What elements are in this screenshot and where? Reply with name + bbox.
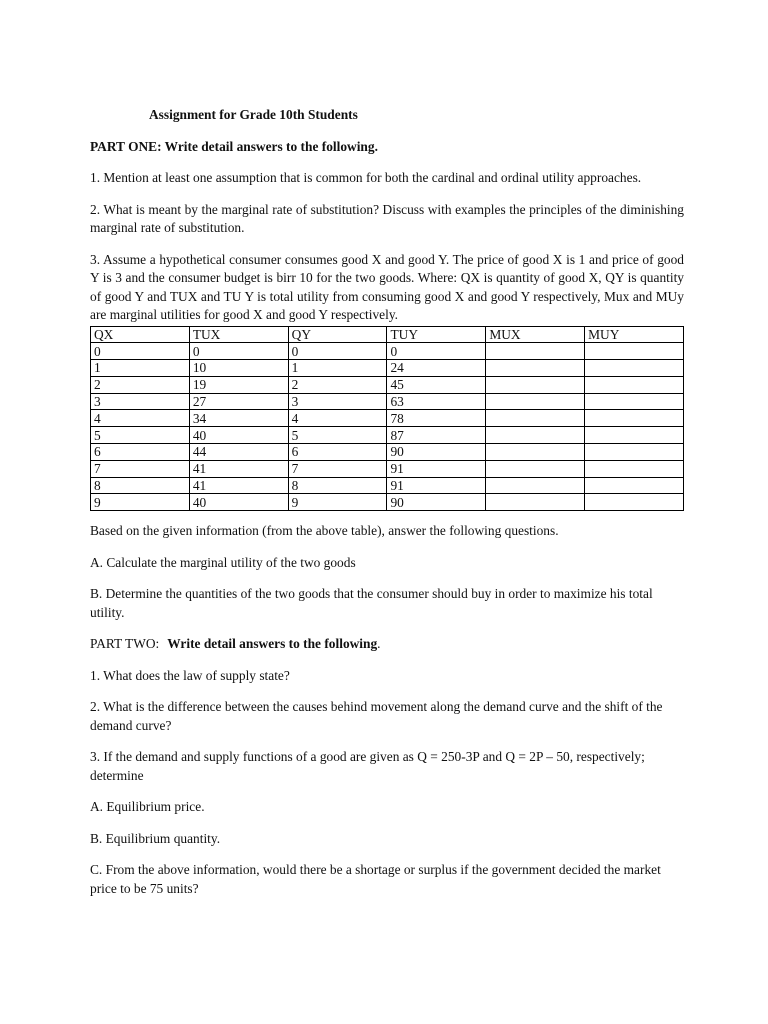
table-cell xyxy=(585,376,684,393)
table-header-cell: MUY xyxy=(585,326,684,343)
part-two-question-c: C. From the above information, would there be a shortage or surplus if the government decided the market price to be 75 units? xyxy=(90,862,661,896)
part-one-question-3: 3. Assume a hypothetical consumer consumes good X and good Y. The price of good X is 1 and price of good Y is 3 and the consumer budget is birr 10 for the two goods. Where: QX is quantity of good X, QY is quantity of good Y and TUX and TU Y is total utility from consuming good X and good Y respectively, Mux and MUy are marginal utilities for good X and good Y respectively. xyxy=(90,251,684,322)
table-cell: 1 xyxy=(288,360,387,377)
table-header-cell: TUX xyxy=(189,326,288,343)
table-row xyxy=(91,444,684,461)
table-cell: 5 xyxy=(288,427,387,444)
document-content xyxy=(90,100,684,898)
table-cell: 6 xyxy=(288,444,387,461)
part-two-question-b: B. Equilibrium quantity. xyxy=(90,830,221,846)
document-title: Assignment for Grade 10th Students xyxy=(149,107,358,122)
part-one-question-a: A. Calculate the marginal utility of the two goods xyxy=(90,554,356,570)
table-cell xyxy=(585,410,684,427)
table-cell: 6 xyxy=(91,444,190,461)
table-cell: 0 xyxy=(189,343,288,360)
table-cell: 9 xyxy=(288,494,387,511)
table-cell: 3 xyxy=(288,393,387,410)
table-cell xyxy=(585,360,684,377)
table-cell xyxy=(585,444,684,461)
part-two-heading xyxy=(90,635,684,654)
table-cell xyxy=(486,360,585,377)
table-cell: 1 xyxy=(91,360,190,377)
table-cell: 78 xyxy=(387,410,486,427)
part-two-question-1: 1. What does the law of supply state? xyxy=(90,667,290,683)
table-header-cell: QX xyxy=(91,326,190,343)
table-cell: 40 xyxy=(189,427,288,444)
table-cell xyxy=(585,343,684,360)
table-row xyxy=(91,343,684,360)
table-cell xyxy=(486,343,585,360)
table-cell xyxy=(585,460,684,477)
table-cell: 8 xyxy=(91,477,190,494)
table-cell xyxy=(486,410,585,427)
table-cell: 0 xyxy=(91,343,190,360)
part-one-question-1: 1. Mention at least one assumption that is common for both the cardinal and ordinal utility approaches. xyxy=(90,170,642,185)
table-row xyxy=(91,410,684,427)
table-header-cell: TUY xyxy=(387,326,486,343)
table-cell: 40 xyxy=(189,494,288,511)
table-cell: 90 xyxy=(387,494,486,511)
table-cell xyxy=(486,477,585,494)
table-cell xyxy=(486,376,585,393)
table-cell: 24 xyxy=(387,360,486,377)
table-cell xyxy=(585,477,684,494)
table-cell xyxy=(585,494,684,511)
table-cell: 5 xyxy=(91,427,190,444)
table-cell xyxy=(486,427,585,444)
table-cell: 41 xyxy=(189,460,288,477)
table-cell: 4 xyxy=(288,410,387,427)
table-cell xyxy=(486,494,585,511)
part-one-heading: PART ONE: Write detail answers to the following. xyxy=(90,138,378,154)
table-cell: 63 xyxy=(387,393,486,410)
table-cell: 90 xyxy=(387,444,486,461)
part-two-question-a: A. Equilibrium price. xyxy=(90,799,205,815)
table-cell xyxy=(585,427,684,444)
part-two-question-3: 3. If the demand and supply functions of a good are given as Q = 250-3P and Q = 2P – 50, respectively; determine xyxy=(90,749,645,783)
table-cell: 0 xyxy=(387,343,486,360)
part-one-question-2: 2. What is meant by the marginal rate of substitution? Discuss with examples the principles of the diminishing marginal rate of substitution. xyxy=(90,201,684,235)
part-two-label: PART TWO: xyxy=(90,636,160,652)
table-cell: 7 xyxy=(91,460,190,477)
table-cell xyxy=(486,444,585,461)
table-row xyxy=(91,460,684,477)
table-cell: 41 xyxy=(189,477,288,494)
table-row xyxy=(91,393,684,410)
table-cell: 91 xyxy=(387,460,486,477)
table-cell: 10 xyxy=(189,360,288,377)
table-cell: 0 xyxy=(288,343,387,360)
table-cell: 9 xyxy=(91,494,190,511)
part-two-heading-end: . xyxy=(377,636,381,652)
table-cell: 4 xyxy=(91,410,190,427)
table-cell xyxy=(486,393,585,410)
table-cell: 87 xyxy=(387,427,486,444)
table-row xyxy=(91,376,684,393)
table-cell: 2 xyxy=(288,376,387,393)
table-row xyxy=(91,427,684,444)
table-cell: 34 xyxy=(189,410,288,427)
table-cell: 45 xyxy=(387,376,486,393)
table-cell xyxy=(585,393,684,410)
table-cell: 8 xyxy=(288,477,387,494)
table-row xyxy=(91,494,684,511)
part-one-question-b: B. Determine the quantities of the two goods that the consumer should buy in order to maximize his total utility. xyxy=(90,586,653,620)
part-two-heading-text: Write detail answers to the following xyxy=(167,636,378,652)
table-cell: 7 xyxy=(288,460,387,477)
table-body xyxy=(91,343,684,511)
after-table-text: Based on the given information (from the above table), answer the following questions. xyxy=(90,523,559,539)
table-cell: 44 xyxy=(189,444,288,461)
table-header-cell: MUX xyxy=(486,326,585,343)
table-cell xyxy=(486,460,585,477)
part-two-question-2: 2. What is the difference between the causes behind movement along the demand curve and the shift of the demand curve? xyxy=(90,699,663,733)
table-cell: 19 xyxy=(189,376,288,393)
utility-table xyxy=(90,326,684,512)
table-header-cell: QY xyxy=(288,326,387,343)
table-cell: 91 xyxy=(387,477,486,494)
table-row xyxy=(91,360,684,377)
table-cell: 3 xyxy=(91,393,190,410)
table-row xyxy=(91,477,684,494)
table-header-row xyxy=(91,326,684,343)
table-cell: 2 xyxy=(91,376,190,393)
table-cell: 27 xyxy=(189,393,288,410)
